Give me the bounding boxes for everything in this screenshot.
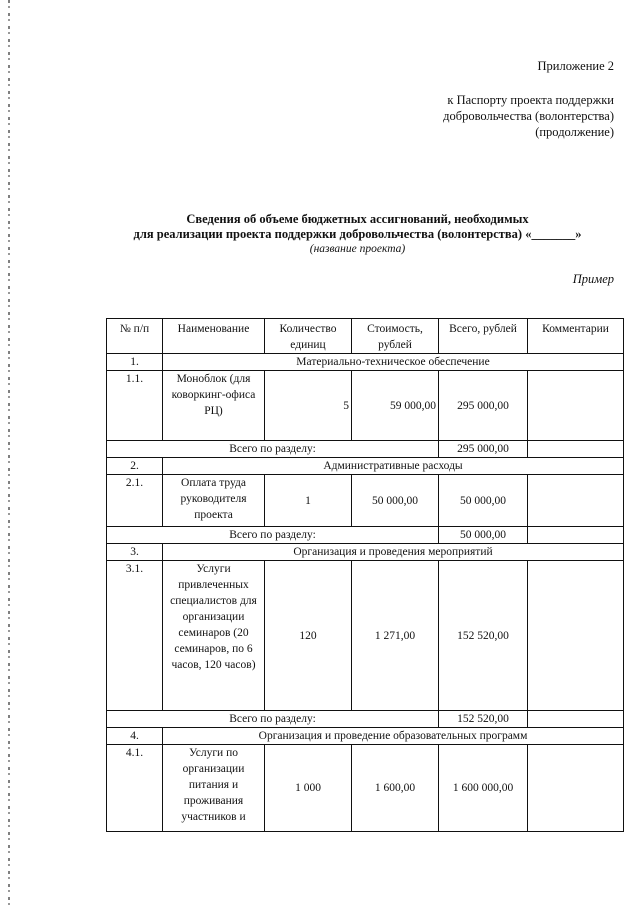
section-total-row (107, 527, 624, 544)
row-name: Моноблок (для коворкинг-офиса РЦ) (163, 371, 265, 441)
section-total-comment (528, 441, 624, 458)
row-num: 4.1. (107, 745, 163, 832)
row-price: 59 000,00 (352, 371, 439, 441)
section-num: 1. (107, 354, 163, 371)
table-header-row (107, 319, 624, 354)
row-name: Оплата труда руководителя проекта (163, 475, 265, 527)
passport-reference (443, 92, 614, 140)
row-comment (528, 475, 624, 527)
row-name: Услуги по организации питания и проживания участников и (181, 747, 246, 823)
section-title: Административные расходы (163, 458, 624, 475)
section-total-row (107, 711, 624, 728)
title-line-2: для реализации проекта поддержки добровольчества (волонтерства) «_______» (133, 227, 582, 241)
scan-binding-edge (8, 0, 10, 905)
section-total-value: 295 000,00 (439, 441, 528, 458)
section-row (107, 544, 624, 561)
row-num: 3.1. (107, 561, 163, 711)
row-comment (528, 561, 624, 711)
row-name-cell (163, 745, 265, 832)
header-num: № п/п (107, 319, 163, 354)
section-total-value: 50 000,00 (439, 527, 528, 544)
row-qty: 1 000 (265, 745, 352, 832)
project-name-caption: (название проекта) (309, 243, 406, 255)
table-row (107, 475, 624, 527)
row-name: Услуги привлеченных специалистов для организации семинаров (20 семинаров, по 6 часов, 120 часов) (163, 561, 265, 711)
row-price: 50 000,00 (352, 475, 439, 527)
row-comment (528, 745, 624, 832)
header-comments: Комментарии (528, 319, 624, 354)
section-total-label: Всего по разделу: (107, 441, 439, 458)
document-title (95, 212, 620, 242)
table-row (107, 745, 624, 832)
appendix-label: Приложение 2 (537, 59, 614, 73)
section-total-comment (528, 711, 624, 728)
header-name: Наименование (163, 319, 265, 354)
row-total: 295 000,00 (439, 371, 528, 441)
example-label: Пример (572, 272, 614, 286)
table-row (107, 561, 624, 711)
section-row (107, 728, 624, 745)
header-qty: Количество единиц (265, 319, 352, 354)
section-total-row (107, 441, 624, 458)
section-total-label: Всего по разделу: (107, 527, 439, 544)
section-row (107, 354, 624, 371)
passport-line-2: добровольчества (волонтерства) (443, 109, 614, 123)
section-title: Материально-техническое обеспечение (163, 354, 624, 371)
row-total: 1 600 000,00 (439, 745, 528, 832)
section-total-comment (528, 527, 624, 544)
row-qty: 5 (265, 371, 352, 441)
section-total-value: 152 520,00 (439, 711, 528, 728)
section-num: 3. (107, 544, 163, 561)
budget-table (106, 318, 624, 832)
section-total-label: Всего по разделу: (107, 711, 439, 728)
section-num: 4. (107, 728, 163, 745)
header-total: Всего, рублей (439, 319, 528, 354)
row-price: 1 271,00 (352, 561, 439, 711)
table-row (107, 371, 624, 441)
row-price: 1 600,00 (352, 745, 439, 832)
section-num: 2. (107, 458, 163, 475)
section-row (107, 458, 624, 475)
row-total: 50 000,00 (439, 475, 528, 527)
row-comment (528, 371, 624, 441)
row-total: 152 520,00 (439, 561, 528, 711)
passport-line-1: к Паспорту проекта поддержки (447, 93, 614, 107)
row-num: 1.1. (107, 371, 163, 441)
header-price: Стоимость, рублей (352, 319, 439, 354)
row-num: 2.1. (107, 475, 163, 527)
row-qty: 120 (265, 561, 352, 711)
section-title: Организация и проведения мероприятий (163, 544, 624, 561)
section-title: Организация и проведение образовательных программ (163, 728, 624, 745)
title-line-1: Сведения об объеме бюджетных ассигнований, необходимых (186, 212, 529, 226)
passport-line-3: (продолжение) (535, 125, 614, 139)
row-qty: 1 (265, 475, 352, 527)
